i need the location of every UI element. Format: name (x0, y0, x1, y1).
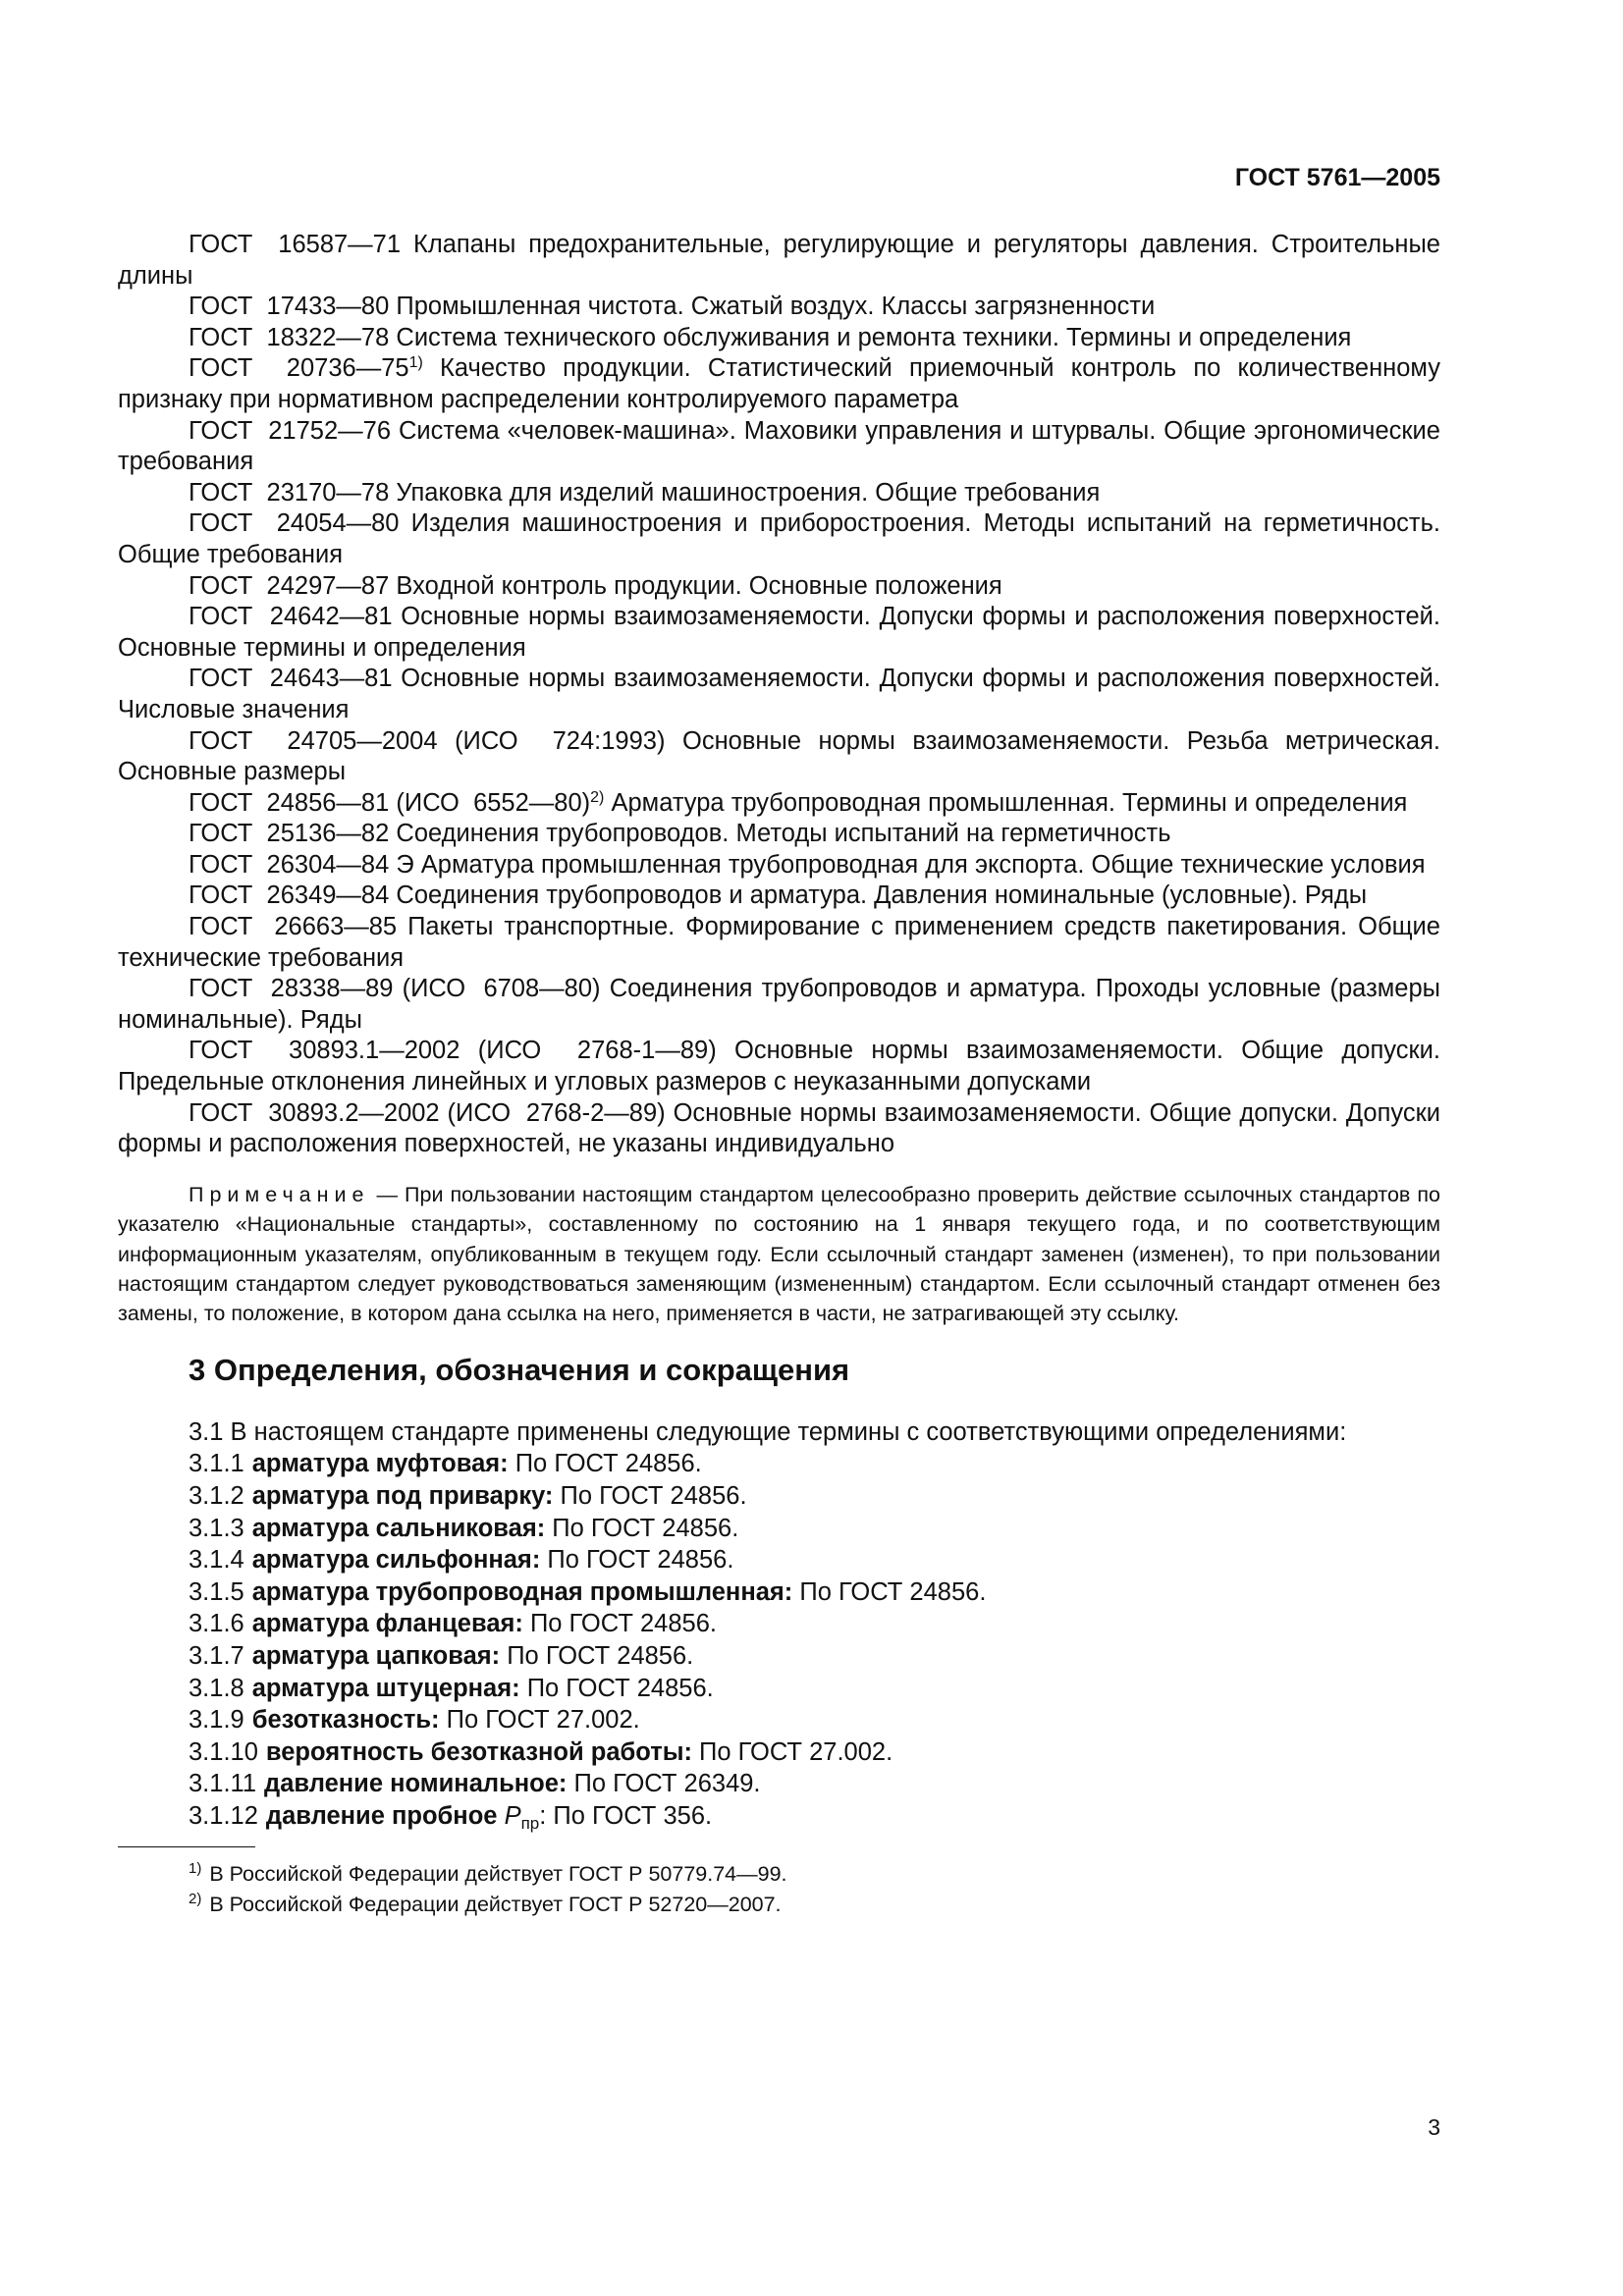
reference-item (118, 850, 1440, 881)
reference-item (118, 353, 1440, 415)
pressure-symbol: P (504, 1801, 521, 1830)
reference-code: ГОСТ 28338—89 (ИСО 6708—80) (189, 975, 601, 1003)
reference-title: Основные нормы взаимозаменяемости. Допуски формы и расположения поверхностей. Основные термины и определения (118, 603, 1440, 662)
definition-item (189, 1576, 1440, 1609)
definition-item (189, 1608, 1440, 1640)
reference-code: ГОСТ 24643—81 (189, 665, 393, 693)
reference-title: Качество продукции. Статистический приемочный контроль по количественному признаку при нормативном распределении контролируемого параметра (118, 354, 1440, 413)
reference-code: ГОСТ 30893.1—2002 (ИСО 2768-1—89) (189, 1037, 717, 1065)
reference-item (118, 508, 1440, 570)
reference-item (118, 230, 1440, 292)
definition-item (189, 1448, 1440, 1480)
definition-item (189, 1480, 1440, 1513)
definition-reference: По ГОСТ 24856. (522, 1610, 717, 1638)
reference-code: ГОСТ 24642—81 (189, 603, 393, 631)
definition-reference: По ГОСТ 27.002. (439, 1706, 640, 1735)
definition-item (189, 1673, 1440, 1705)
footnotes (118, 1846, 1440, 1920)
definition-term (252, 1610, 523, 1637)
reference-title: Арматура трубопроводная промышленная. Термины и определения (604, 788, 1408, 817)
reference-title: Система технического обслуживания и ремонта техники. Термины и определения (389, 323, 1352, 351)
reference-code: ГОСТ 24856—81 (ИСО 6552—80) (189, 788, 591, 817)
definition-term (252, 1546, 541, 1574)
page-number: 3 (1428, 2114, 1440, 2140)
reference-item (118, 819, 1440, 850)
definition-reference: : По ГОСТ 356. (539, 1801, 713, 1830)
definition-term (252, 1642, 500, 1670)
definition-term-text: давление номинальное: (264, 1770, 568, 1798)
reference-code: ГОСТ 23170—78 (189, 478, 390, 507)
definitions-list (118, 1417, 1440, 1833)
reference-item (118, 974, 1440, 1036)
definition-term (264, 1770, 567, 1797)
definition-item (189, 1736, 1440, 1769)
footnote-mark: 1) (189, 1859, 202, 1877)
definition-term-text: арматура сильфонная: (251, 1546, 541, 1575)
definitions-intro: 3.1 В настоящем стандарте применены следующие термины с соответствующими определениями: (189, 1417, 1347, 1446)
definition-reference: По ГОСТ 24856. (540, 1546, 734, 1575)
reference-item (118, 912, 1440, 974)
section-title: 3 Определения, обозначения и сокращения (189, 1352, 850, 1387)
reference-code: ГОСТ 21752—76 (189, 416, 392, 445)
reference-item (118, 1036, 1440, 1097)
definition-term-text: арматура под приварку: (251, 1482, 554, 1511)
definition-number: 3.1.4 (189, 1546, 244, 1575)
footnote-item (189, 1890, 1440, 1920)
definition-term-text: арматура трубопроводная промышленная: (251, 1577, 793, 1606)
reference-code: ГОСТ 24054—80 (189, 509, 400, 538)
definition-term-text: давление пробное (265, 1801, 505, 1830)
definition-number: 3.1.8 (189, 1674, 244, 1702)
reference-item (118, 602, 1440, 664)
reference-title: Соединения трубопроводов и арматура. Давления номинальные (условные). Ряды (389, 881, 1368, 910)
definition-item (189, 1640, 1440, 1673)
reference-title: Основные нормы взаимозаменяемости. Общие допуски. Предельные отклонения линейных и угловых размеров с неуказанными допусками (118, 1037, 1440, 1096)
definition-reference: По ГОСТ 24856. (508, 1450, 702, 1478)
footnote-separator (118, 1846, 255, 1847)
definition-number: 3.1.5 (189, 1577, 244, 1606)
definition-reference: По ГОСТ 24856. (792, 1577, 987, 1606)
footnote-text: В Российской Федерации действует ГОСТ Р 50779.74—99. (209, 1861, 787, 1886)
reference-code: ГОСТ 30893.2—2002 (ИСО 2768-2—89) (189, 1098, 666, 1127)
footnote-mark: 2) (590, 788, 605, 806)
reference-title: Клапаны предохранительные, регулирующие и регуляторы давления. Строительные длины (118, 231, 1440, 290)
definition-term (252, 1675, 520, 1702)
definition-term-text: арматура муфтовая: (251, 1450, 509, 1478)
definition-number: 3.1.1 (189, 1450, 244, 1478)
reference-item (118, 478, 1440, 509)
definition-reference: По ГОСТ 24856. (500, 1642, 694, 1670)
definition-number: 3.1.3 (189, 1514, 244, 1542)
definition-term (252, 1450, 509, 1477)
definition-term (252, 1515, 545, 1542)
note-label: Примечание (189, 1182, 370, 1206)
footnote-item (189, 1859, 1440, 1890)
normative-references (118, 230, 1440, 1160)
definition-term (266, 1738, 692, 1766)
reference-title: Основные нормы взаимозаменяемости. Допуски формы и расположения поверхностей. Числовые значения (118, 665, 1440, 723)
document-id: ГОСТ 5761—2005 (1234, 164, 1440, 191)
reference-title: Система «человек-машина». Маховики управления и штурвалы. Общие эргономические требования (118, 416, 1440, 476)
reference-item (118, 323, 1440, 354)
definition-number: 3.1.6 (189, 1610, 244, 1638)
footnote-mark: 1) (408, 354, 423, 372)
definition-number: 3.1.9 (189, 1706, 244, 1735)
reference-title: Соединения трубопроводов и арматура. Проходы условные (размеры номинальные). Ряды (118, 975, 1440, 1034)
definition-reference: По ГОСТ 24856. (553, 1482, 747, 1511)
reference-item (118, 881, 1440, 912)
definition-reference: По ГОСТ 24856. (519, 1674, 714, 1702)
definition-number: 3.1.12 (189, 1801, 258, 1830)
reference-title: Упаковка для изделий машиностроения. Общие требования (389, 478, 1101, 507)
reference-title: Соединения трубопроводов. Методы испытаний на герметичность (389, 820, 1171, 848)
reference-code: ГОСТ 24297—87 (189, 571, 390, 600)
reference-code: ГОСТ 25136—82 (189, 820, 390, 848)
footnote-text: В Российской Федерации действует ГОСТ Р 52720—2007. (209, 1892, 782, 1916)
definition-term-text: арматура цапковая: (251, 1642, 501, 1670)
definition-item (189, 1544, 1440, 1576)
reference-item (118, 664, 1440, 725)
reference-item (118, 571, 1440, 603)
definition-number: 3.1.11 (189, 1770, 257, 1798)
definition-item (189, 1513, 1440, 1545)
definition-term (265, 1801, 540, 1833)
definition-term-text: арматура фланцевая: (251, 1610, 523, 1638)
reference-code: ГОСТ 26349—84 (189, 881, 390, 910)
definition-item (189, 1704, 1440, 1736)
reference-item (118, 416, 1440, 478)
reference-title: Арматура промышленная трубопроводная для экспорта. Общие технические условия (413, 850, 1426, 879)
definition-number: 3.1.2 (189, 1482, 244, 1511)
reference-title: Входной контроль продукции. Основные положения (389, 571, 1002, 600)
definition-term (252, 1578, 793, 1606)
definition-reference: По ГОСТ 24856. (545, 1514, 739, 1542)
reference-code: ГОСТ 20736—75 (189, 354, 409, 383)
symbol-subscript: пр (520, 1813, 540, 1833)
definition-number: 3.1.10 (189, 1737, 258, 1766)
reference-item (118, 292, 1440, 323)
reference-title: Изделия машиностроения и приборостроения. Методы испытаний на герметичность. Общие требования (118, 509, 1440, 568)
reference-code: ГОСТ 26663—85 (189, 913, 398, 941)
definition-term-text: вероятность безотказной работы: (265, 1737, 692, 1766)
note-text: — При пользовании настоящим стандартом целесообразно проверить действие ссылочных стандартов по указателю «Национальные стандарты», составленному по состоянию на 1 января текущего года, и по соответствующим информационным указателям, опубликованным в текущем году. Если ссылочный стандарт заменен (изменен), то при пользовании настоящим стандартом следует руководствоваться заменяющим (измененным) стандартом. Если ссылочный стандарт отменен без замены, то положение, в котором дана ссылка на него, применяется в части, не затрагивающей эту ссылку. (118, 1182, 1440, 1326)
definition-item (189, 1800, 1440, 1833)
definition-item (189, 1768, 1440, 1800)
definition-term-text: арматура штуцерная: (251, 1674, 520, 1702)
reference-code: ГОСТ 26304—84 Э (189, 850, 414, 879)
definition-term-text: безотказность: (251, 1706, 440, 1735)
note-paragraph (118, 1180, 1440, 1329)
definition-term (252, 1706, 440, 1734)
footnote-mark: 2) (189, 1890, 202, 1907)
reference-title: Основные нормы взаимозаменяемости. Общие допуски. Допуски формы и расположения поверхностей, не указаны индивидуально (118, 1098, 1441, 1158)
reference-title: Промышленная чистота. Сжатый воздух. Классы загрязненности (389, 293, 1156, 321)
reference-code: ГОСТ 17433—80 (189, 293, 390, 321)
definition-term-text: арматура сальниковая: (251, 1514, 546, 1542)
reference-code: ГОСТ 24705—2004 (ИСО 724:1993) (189, 726, 666, 755)
reference-title: Основные нормы взаимозаменяемости. Резьба метрическая. Основные размеры (118, 726, 1441, 786)
definition-reference: По ГОСТ 27.002. (691, 1737, 893, 1766)
reference-code: ГОСТ 16587—71 (189, 231, 402, 258)
reference-item (118, 788, 1440, 820)
definition-reference: По ГОСТ 26349. (567, 1770, 761, 1798)
reference-item (118, 726, 1440, 788)
reference-item (118, 1098, 1440, 1160)
reference-title: Пакеты транспортные. Формирование с применением средств пакетирования. Общие технические требования (118, 913, 1440, 972)
reference-code: ГОСТ 18322—78 (189, 323, 390, 351)
definition-term (252, 1482, 554, 1510)
definition-number: 3.1.7 (189, 1642, 244, 1670)
